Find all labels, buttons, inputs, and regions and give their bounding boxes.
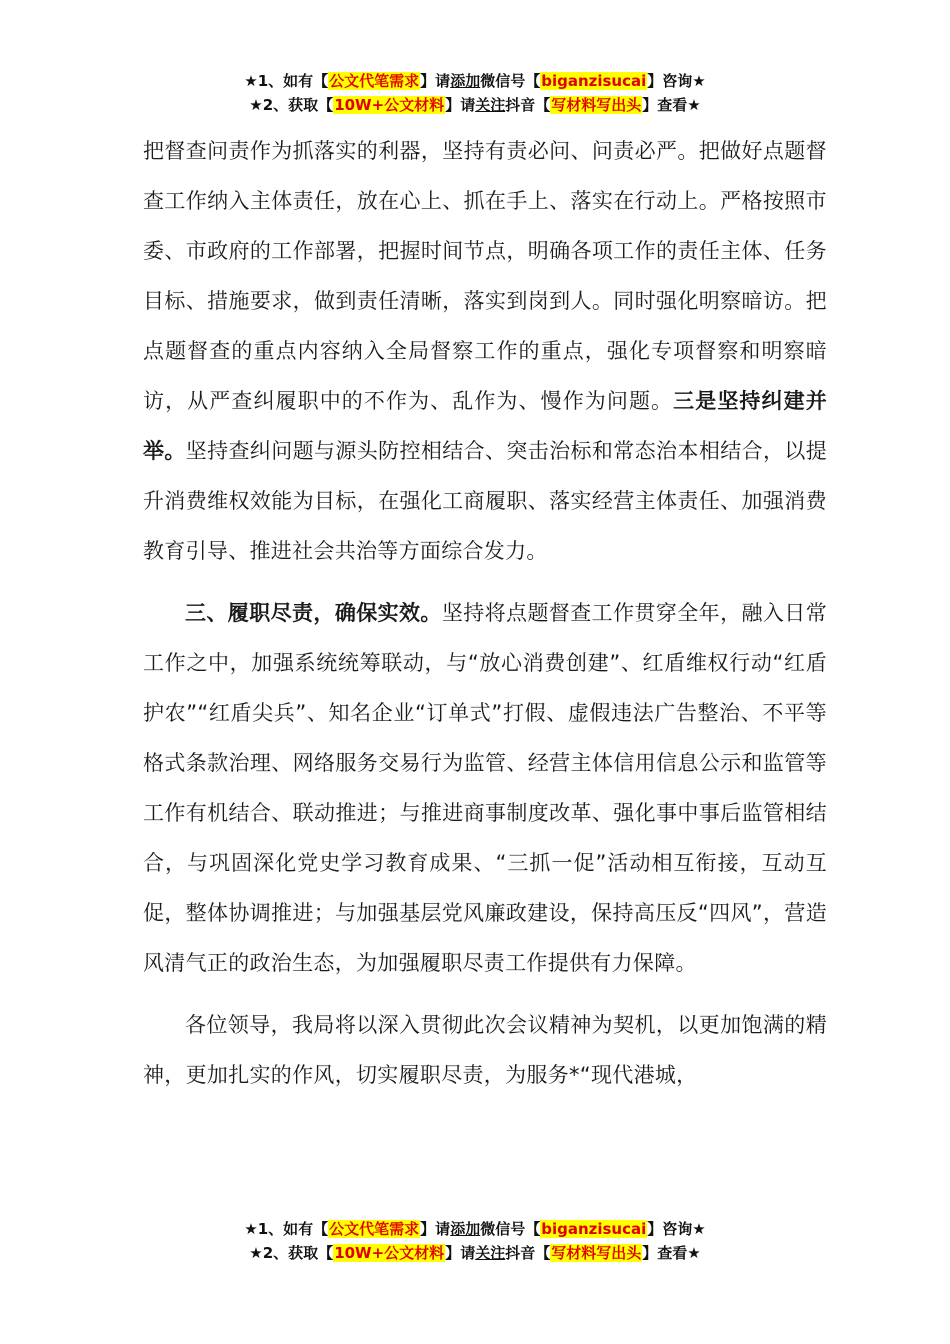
footer-notice (0, 1217, 950, 1265)
highlight-service: 公文代笔需求 (329, 1220, 420, 1238)
paragraph-closing: 各位领导，我局将以深入贯彻此次会议精神为契机，以更加饱满的精神，更加扎实的作风，切实履职尽责，为服务*“现代港城， (143, 1013, 827, 1087)
notice-line-2: ★2、获取【10W+公文材料】请关注抖音【写材料写出头】查看★ (249, 96, 701, 114)
section-three-heading: 三、履职尽责，确保实效。 (185, 601, 442, 625)
highlight-wechat-id: biganzisucai (541, 72, 647, 90)
highlight-materials: 10W+公文材料 (334, 96, 445, 114)
highlight-service: 公文代笔需求 (329, 72, 420, 90)
point-three-heading: 三是坚持纠建并举。 (143, 389, 827, 463)
highlight-douyin: 写材料写出头 (551, 96, 642, 114)
notice-line-1: ★1、如有【公文代笔需求】请添加微信号【biganzisucai】咨询★ (244, 72, 706, 90)
paragraph-section-three: 三、履职尽责，确保实效。坚持将点题督查工作贯穿全年，融入日常工作之中，加强系统统筹联动，与“放心消费创建”、红盾维权行动“红盾护农”“红盾尖兵”、知名企业“订单式”打假、虚假违法广告整治、不平等格式条款治理、网络服务交易行为监管、经营主体信用信息公示和监管等工作有机结合、联动推进；与推进商事制度改革、强化事中事后监管相结合，与巩固深化党史学习教育成果、“三抓一促”活动相互衔接，互动互促，整体协调推进；与加强基层党风廉政建设，保持高压反“四风”，营造风清气正的政治生态，为加强履职尽责工作提供有力保障。 (143, 601, 827, 975)
highlight-wechat-id: biganzisucai (541, 1220, 647, 1238)
notice-line-2: ★2、获取【10W+公文材料】请关注抖音【写材料写出头】查看★ (249, 1244, 701, 1262)
header-notice (0, 69, 950, 117)
paragraph-accountability: 把督查问责作为抓落实的利器，坚持有责必问、问责必严。把做好点题督查工作纳入主体责任，放在心上、抓在手上、落实在行动上。严格按照市委、市政府的工作部署，把握时间节点，明确各项工作的责任主体、任务目标、措施要求，做到责任清晰，落实到岗到人。同时强化明察暗访。把点题督查的重点内容纳入全局督察工作的重点，强化专项督察和明察暗访，从严查纠履职中的不作为、乱作为、慢作为问题。三是坚持纠建并举。坚持查纠问题与源头防控相结合、突击治标和常态治本相结合，以提升消费维权效能为目标，在强化工商履职、落实经营主体责任、加强消费教育引导、推进社会共治等方面综合发力。 (143, 139, 827, 563)
notice-line-1: ★1、如有【公文代笔需求】请添加微信号【biganzisucai】咨询★ (244, 1220, 706, 1238)
document-body (143, 126, 827, 1100)
highlight-douyin: 写材料写出头 (551, 1244, 642, 1262)
highlight-materials: 10W+公文材料 (334, 1244, 445, 1262)
